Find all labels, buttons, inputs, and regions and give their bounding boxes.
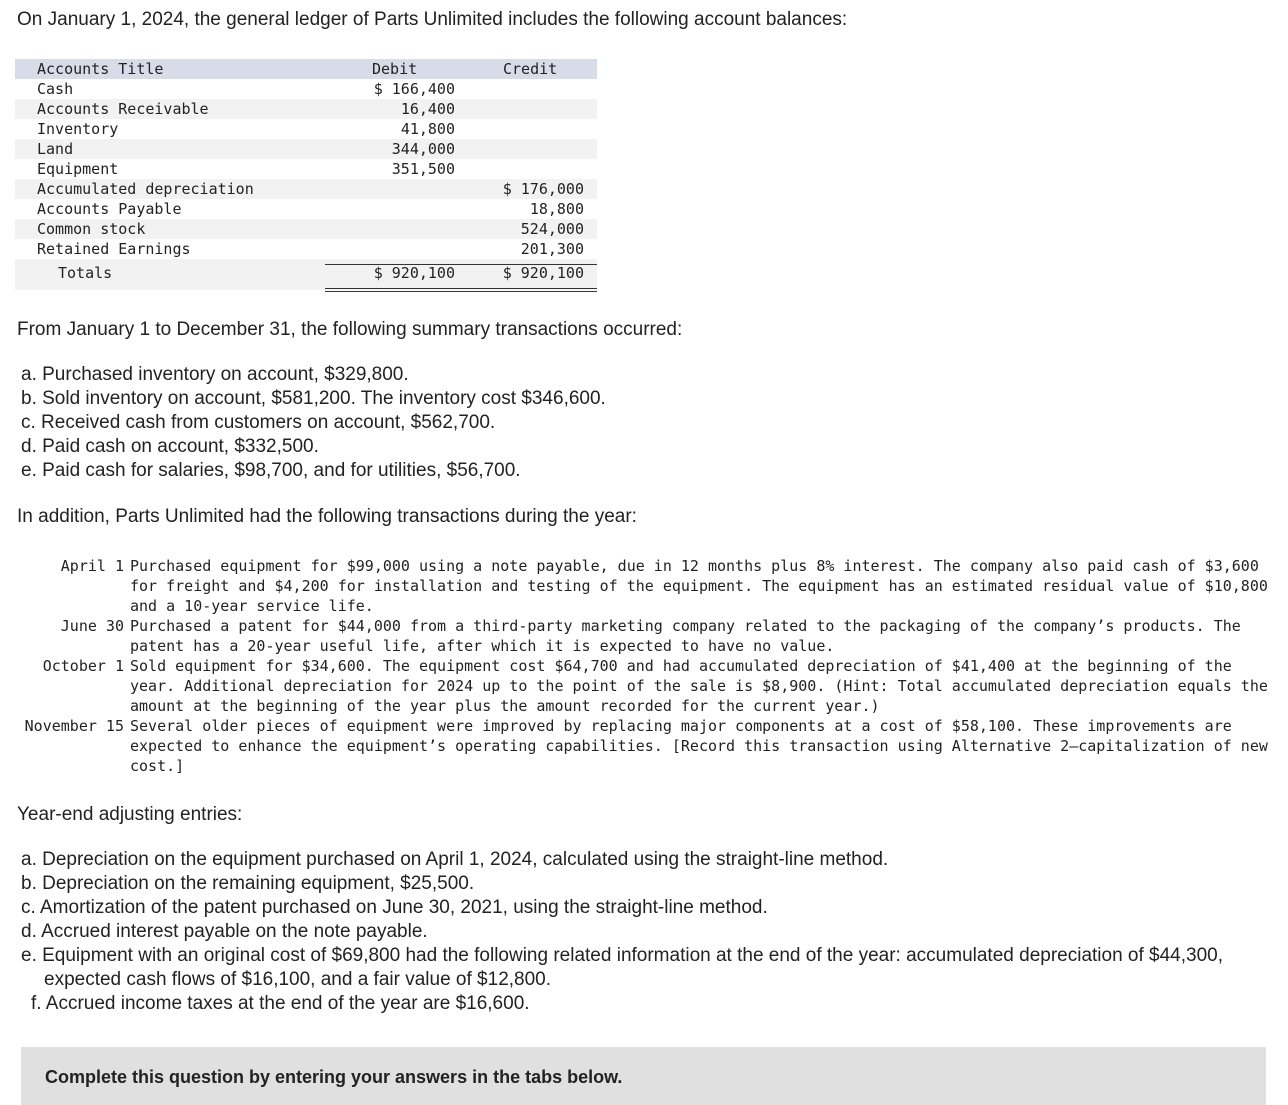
transaction-text: Sold equipment for $34,600. The equipment cost $64,700 and had accumulated depreciation of $41,400 at the beginning of the year. Additional depreciation for 2024 up to the point of the sale is $8,900. (Hint: Total accumulated depreciation equals the amount at the beginning of the year plus the amount recorded for the current year.) (130, 657, 1268, 715)
header-accounts-title: Accounts Title (37, 60, 164, 78)
list-item: a. Purchased inventory on account, $329,800. (21, 364, 409, 385)
totals-debit: $ 920,100 (373, 264, 455, 282)
totals-credit: $ 920,100 (502, 264, 584, 282)
account-title: Equipment (37, 160, 119, 178)
transaction-text: Purchased equipment for $99,000 using a note payable, due in 12 months plus 8% interest. The company also paid cash of $3,600 for freight and $4,200 for installation and testing of the equipment. The equipment has an estimated residual value of $10,800 and a 10-year service life. (130, 557, 1268, 615)
transaction-row (0, 616, 1288, 656)
account-title: Common stock (37, 220, 146, 238)
intro-text: On January 1, 2024, the general ledger of Parts Unlimited includes the following account balances: (17, 9, 848, 30)
transaction-text: Purchased a patent for $44,000 from a third-party marketing company related to the packaging of the company’s products. The patent has a 20-year useful life, after which it is expected to have no value. (130, 617, 1241, 655)
transaction-date: April 1 (60, 557, 124, 575)
banner-text: Complete this question by entering your answers in the tabs below. (45, 1067, 623, 1087)
transaction-row (0, 716, 1288, 776)
totals-double-rule-2 (325, 291, 597, 292)
additional-intro: In addition, Parts Unlimited had the following transactions during the year: (17, 506, 637, 527)
credit-value: $ 176,000 (502, 180, 584, 198)
list-item: b. Sold inventory on account, $581,200. The inventory cost $346,600. (21, 388, 606, 409)
transaction-row (0, 556, 1288, 616)
transaction-text: Several older pieces of equipment were improved by replacing major components at a cost of $58,100. These improvements are expected to enhance the equipment’s operating capabilities. [Record this transaction using Alternative 2—capitalization of new cost.] (130, 717, 1268, 775)
header-credit: Credit (503, 60, 558, 78)
list-item: c. Received cash from customers on account, $562,700. (21, 412, 496, 433)
debit-value: 16,400 (400, 100, 455, 118)
adjusting-intro: Year-end adjusting entries: (17, 804, 243, 825)
account-title: Land (37, 140, 74, 158)
account-title: Accounts Payable (37, 200, 182, 218)
ledger-row (15, 199, 597, 219)
list-item: d. Accrued interest payable on the note payable. (21, 921, 428, 942)
credit-value: 524,000 (520, 220, 584, 238)
account-title: Cash (37, 80, 74, 98)
ledger-totals-row (15, 259, 597, 290)
transaction-date: November 15 (24, 717, 124, 735)
transaction-date: June 30 (60, 617, 124, 635)
credit-value: 18,800 (529, 200, 584, 218)
ledger-table (15, 59, 597, 290)
summary-intro: From January 1 to December 31, the following summary transactions occurred: (17, 319, 683, 340)
ledger-row (15, 79, 597, 99)
ledger-row (15, 239, 597, 259)
ledger-row (15, 179, 597, 199)
list-item: c. Amortization of the patent purchased on June 30, 2021, using the straight-line method. (21, 897, 768, 918)
ledger-row (15, 159, 597, 179)
transaction-row (0, 656, 1288, 716)
account-title: Accounts Receivable (37, 100, 209, 118)
debit-value: 344,000 (391, 140, 455, 158)
header-debit: Debit (372, 60, 418, 78)
totals-label: Totals (58, 264, 113, 282)
instruction-banner (21, 1047, 1266, 1105)
account-title: Inventory (37, 120, 119, 138)
list-item: f. Accrued income taxes at the end of the year are $16,600. (31, 993, 530, 1014)
list-item: d. Paid cash on account, $332,500. (21, 436, 319, 457)
totals-double-rule-1 (325, 288, 597, 289)
ledger-row (15, 119, 597, 139)
debit-value: $ 166,400 (373, 80, 455, 98)
ledger-header-row (15, 59, 597, 79)
ledger-row (15, 139, 597, 159)
transaction-date: October 1 (42, 657, 124, 675)
ledger-row (15, 219, 597, 239)
adjusting-list (21, 848, 1271, 1016)
transactions-block (0, 556, 1288, 776)
account-title: Accumulated depreciation (37, 180, 254, 198)
list-item: a. Depreciation on the equipment purchased on April 1, 2024, calculated using the straight-line method. (21, 849, 889, 870)
list-item: b. Depreciation on the remaining equipment, $25,500. (21, 873, 475, 894)
credit-value: 201,300 (520, 240, 584, 258)
list-item: e. Paid cash for salaries, $98,700, and for utilities, $56,700. (21, 460, 521, 481)
summary-list (21, 363, 606, 483)
ledger-row (15, 99, 597, 119)
list-item: e. Equipment with an original cost of $69,800 had the following related information at the end of the year: accumulated depreciation of $44,300, expected cash flows of $16,100, and a fair value of $12,800. (21, 945, 1224, 990)
account-title: Retained Earnings (37, 240, 191, 258)
debit-value: 351,500 (391, 160, 455, 178)
debit-value: 41,800 (400, 120, 455, 138)
